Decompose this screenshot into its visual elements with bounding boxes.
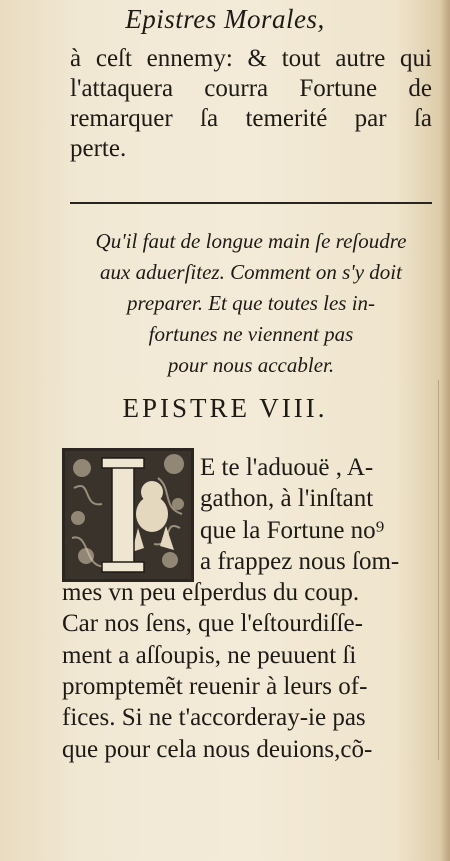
summary-line: aux aduerſitez. Comment on s'y doit [100,260,402,284]
body-line: ment a aſſoupis, ne peuuent ſi [62,641,357,669]
body-line: a frappez nous ſom- [200,547,400,575]
page-fold-line [438,380,439,760]
body-line: E te l'aduouë , A- [200,454,374,481]
body-line: promptemẽt reuenir à leurs of- [62,673,368,701]
top-paragraph [70,44,432,164]
summary-line: pour nous accabler. [167,353,335,377]
section-rule [70,202,432,204]
summary-line: Qu'il faut de longue main ſe reſoudre [95,229,407,253]
body-line: que la Fortune no⁹ [200,516,385,544]
summary-line: fortunes ne viennent pas [148,322,354,346]
text-line: à ceſt ennemy: & tout autre qui [70,45,432,72]
chapter-summary [70,226,432,381]
epistre-body [62,452,434,765]
epistre-heading: EPISTRE VIII. [122,393,328,423]
body-line: fices. Si ne t'accorderay-ie pas [62,704,366,732]
body-line: mes vn peu eſperdus du coup. [62,579,360,607]
body-line: Car nos ſens, que l'eſtourdiſſe- [62,610,363,638]
summary-line: preparer. Et que toutes les in- [126,291,376,315]
text-line: remarquer ſa temerité par ſa [70,105,432,132]
text-line: l'attaquera courra Fortune de [70,75,432,102]
running-head: Epistres Morales, [125,4,325,34]
page-edge-shadow [440,0,450,861]
body-line: que pour cela nous deuions,cõ- [62,735,373,763]
text-line: perte. [70,135,127,162]
body-line: gathon, à l'inſtant [200,485,374,513]
